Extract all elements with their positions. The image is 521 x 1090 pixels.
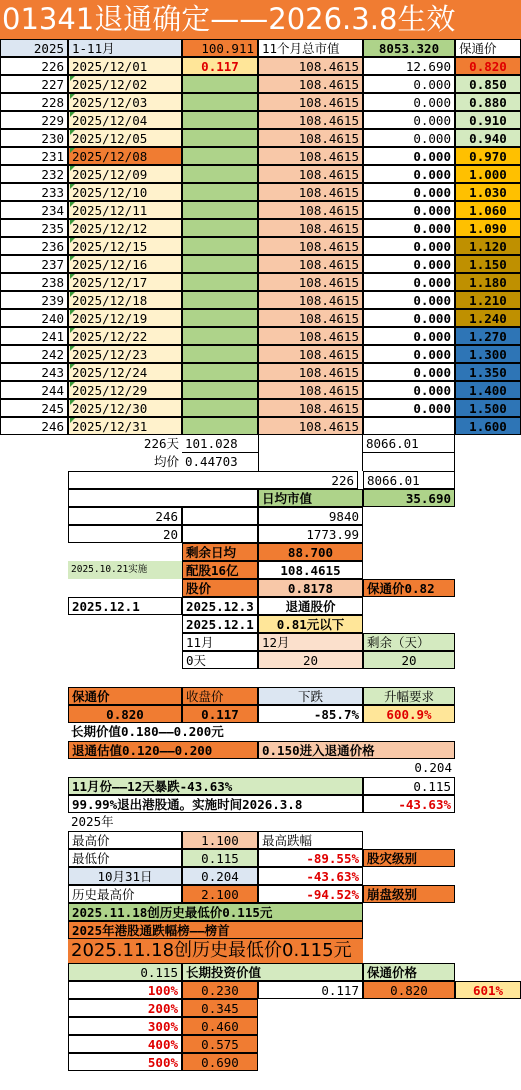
long-value-text: 长期价值0.180——0.200元 [71, 724, 224, 739]
row-market-value: 108.4615 [258, 345, 363, 363]
comment-marker-icon [70, 238, 75, 243]
row-price [182, 111, 258, 129]
row-volume: 0.000 [363, 111, 455, 129]
multiple-pct: 400% [68, 1035, 182, 1053]
row-volume: 0.000 [363, 381, 455, 399]
oct-label: 10月31日 [68, 867, 182, 885]
summary-246: 246 [68, 507, 182, 525]
header-bt-label: 保通价 [455, 39, 521, 57]
spacer [363, 453, 455, 471]
row-bt-price: 1.350 [455, 363, 521, 381]
header-total: 8053.320 [363, 39, 455, 57]
val-0-204: 0.204 [414, 760, 452, 775]
row-market-value: 108.4615 [258, 75, 363, 93]
hi-value: 1.100 [182, 831, 258, 849]
row-date: 2025/12/12 [68, 219, 182, 237]
bt-header: 保通价 [68, 687, 182, 705]
summary-226: 226 [68, 471, 358, 489]
bt-price-label: 保通价0.82 [363, 579, 455, 597]
row-date: 2025/12/24 [68, 363, 182, 381]
row-volume: 12.690 [363, 57, 455, 75]
row-price [182, 291, 258, 309]
row-volume: 0.000 [363, 75, 455, 93]
close-header: 收盘价 [182, 687, 258, 705]
row-date: 2025/12/29 [68, 381, 182, 399]
spacer [258, 453, 363, 471]
row-market-value: 108.4615 [258, 93, 363, 111]
remain-days: 20 [363, 651, 455, 669]
row-number: 244 [0, 381, 68, 399]
row-date: 2025/12/30 [68, 399, 182, 417]
comment-marker-icon [70, 346, 75, 351]
row-number: 230 [0, 129, 68, 147]
row-market-value: 108.4615 [258, 129, 363, 147]
row-price [182, 255, 258, 273]
row-number: 234 [0, 201, 68, 219]
header-period: 1-11月 [68, 39, 182, 57]
exit-price-label: 退通股价 [258, 597, 363, 615]
rise-value: 600.9% [363, 705, 455, 723]
row-bt-price: 1.400 [455, 381, 521, 399]
close-value: 0.117 [182, 705, 258, 723]
row-number: 226 [0, 57, 68, 75]
comment-marker-icon [70, 112, 75, 117]
summary-days-value: 101.028 [182, 435, 258, 453]
row-volume: 0.000 [363, 219, 455, 237]
row-volume: 0.000 [363, 237, 455, 255]
comment-marker-icon [70, 310, 75, 315]
daily-avg-value: 35.690 [363, 489, 455, 507]
row-market-value: 108.4615 [258, 183, 363, 201]
row-bt-price: 0.880 [455, 93, 521, 111]
row-volume: 0.000 [363, 165, 455, 183]
header-year: 2025 [0, 39, 68, 57]
row-price [182, 273, 258, 291]
row-number: 236 [0, 237, 68, 255]
dec-days: 20 [258, 651, 363, 669]
row-volume: 0.000 [363, 363, 455, 381]
comment-marker-icon [70, 94, 75, 99]
record-text: 2025.11.18创历史最低价0.115元 [68, 903, 363, 921]
year-2025: 2025年 [71, 814, 114, 829]
summary-total-2: 8066.01 [363, 471, 455, 489]
lo-value: 0.115 [182, 849, 258, 867]
row-number: 245 [0, 399, 68, 417]
row-market-value: 108.4615 [258, 147, 363, 165]
row-volume: 0.000 [363, 255, 455, 273]
row-bt-price: 1.600 [455, 417, 521, 435]
row-bt-price: 1.000 [455, 165, 521, 183]
row-volume [363, 417, 455, 435]
comment-marker-icon [70, 364, 75, 369]
row-date: 2025/12/01 [68, 57, 182, 75]
row-bt-price: 1.180 [455, 273, 521, 291]
summary-9840: 9840 [258, 507, 363, 525]
comment-marker-icon [70, 166, 75, 171]
row-market-value: 108.4615 [258, 201, 363, 219]
impl-date: 2025.10.21实施 [68, 561, 182, 579]
row-price [182, 219, 258, 237]
row-number: 240 [0, 309, 68, 327]
row-market-value: 108.4615 [258, 165, 363, 183]
row-price [182, 309, 258, 327]
row-market-value: 108.4615 [258, 219, 363, 237]
comment-marker-icon [70, 76, 75, 81]
row-price [182, 201, 258, 219]
row-date: 2025/12/22 [68, 327, 182, 345]
exit-price-value: 0.81元以下 [258, 615, 363, 633]
row-date: 2025/12/05 [68, 129, 182, 147]
row-number: 228 [0, 93, 68, 111]
row-number: 235 [0, 219, 68, 237]
row-bt-price: 0.850 [455, 75, 521, 93]
row-date: 2025/12/04 [68, 111, 182, 129]
remain-avg-value: 88.700 [258, 543, 363, 561]
hist-value: 2.100 [182, 885, 258, 903]
row-number: 227 [0, 75, 68, 93]
row-number: 242 [0, 345, 68, 363]
row-price [182, 399, 258, 417]
date-1: 2025.12.1 [68, 597, 182, 615]
row-number: 239 [0, 291, 68, 309]
row-price [182, 363, 258, 381]
avg-value: 0.44703 [185, 454, 238, 469]
row-market-value: 108.4615 [258, 237, 363, 255]
spacer [68, 489, 258, 507]
bt-price-label-2: 保通价格 [363, 963, 455, 981]
row-date: 2025/12/08 [68, 147, 182, 165]
bt-pct: 601% [455, 981, 521, 999]
oct-value: 0.204 [182, 867, 258, 885]
row-price [182, 327, 258, 345]
row-price [182, 345, 258, 363]
spacer [182, 525, 258, 543]
hi-label: 最高价 [68, 831, 182, 849]
row-number: 229 [0, 111, 68, 129]
row-market-value: 108.4615 [258, 399, 363, 417]
row-bt-price: 1.270 [455, 327, 521, 345]
comment-marker-icon [70, 256, 75, 261]
row-market-value: 108.4615 [258, 417, 363, 435]
row-date: 2025/12/03 [68, 93, 182, 111]
row-bt-price: 0.970 [455, 147, 521, 165]
row-bt-price: 1.090 [455, 219, 521, 237]
row-price [182, 93, 258, 111]
row-date: 2025/12/18 [68, 291, 182, 309]
row-date: 2025/12/17 [68, 273, 182, 291]
row-number: 238 [0, 273, 68, 291]
row-price [182, 237, 258, 255]
bt-value: 0.820 [68, 705, 182, 723]
row-volume: 0.000 [363, 291, 455, 309]
row-bt-price: 1.500 [455, 399, 521, 417]
row-date: 2025/12/19 [68, 309, 182, 327]
current-price: 0.117 [258, 981, 363, 999]
spacer [182, 507, 258, 525]
row-market-value: 108.4615 [258, 57, 363, 75]
row-bt-price: 1.150 [455, 255, 521, 273]
crash-label: 11月份——12天暴跌-43.63% [68, 777, 363, 795]
row-number: 237 [0, 255, 68, 273]
row-date: 2025/12/23 [68, 345, 182, 363]
row-price [182, 165, 258, 183]
max-drop-label: 最高跌幅 [258, 831, 363, 849]
row-price [182, 417, 258, 435]
row-price [182, 147, 258, 165]
comment-marker-icon [70, 202, 75, 207]
comment-marker-icon [70, 184, 75, 189]
summary-1773: 1773.99 [258, 525, 363, 543]
row-market-value: 108.4615 [258, 327, 363, 345]
spacer [258, 435, 363, 453]
row-bt-price: 0.940 [455, 129, 521, 147]
row-volume: 0.000 [363, 327, 455, 345]
oct-pct: -43.63% [258, 867, 363, 885]
exit-note: 99.99%退出港股通。实施时间2026.3.8 [68, 795, 363, 813]
row-number: 233 [0, 183, 68, 201]
nov-days: 0天 [182, 651, 258, 669]
multiple-pct: 500% [68, 1053, 182, 1071]
row-date: 2025/12/11 [68, 201, 182, 219]
row-date: 2025/12/02 [68, 75, 182, 93]
summary-20: 20 [68, 525, 182, 543]
row-price [182, 381, 258, 399]
est-label: 退通估值0.120——0.200 [68, 741, 258, 759]
row-market-value: 108.4615 [258, 291, 363, 309]
remain-days-label: 剩余（天） [363, 633, 455, 651]
multiple-value: 0.230 [182, 981, 258, 999]
lo-label: 最低价 [68, 849, 182, 867]
date-2: 2025.12.3 [182, 597, 258, 615]
bt-price-value: 0.820 [363, 981, 455, 999]
row-market-value: 108.4615 [258, 255, 363, 273]
row-market-value: 108.4615 [258, 111, 363, 129]
comment-marker-icon [70, 400, 75, 405]
avg-label: 均价 [153, 454, 179, 469]
multiple-pct: 300% [68, 1017, 182, 1035]
drop-value: -85.7% [258, 705, 363, 723]
multiple-pct: 200% [68, 999, 182, 1017]
row-number: 243 [0, 363, 68, 381]
comment-marker-icon [70, 148, 75, 153]
row-number: 241 [0, 327, 68, 345]
row-volume: 0.000 [363, 201, 455, 219]
month-dec: 12月 [258, 633, 363, 651]
row-price [182, 129, 258, 147]
row-volume: 0.000 [363, 309, 455, 327]
row-date: 2025/12/31 [68, 417, 182, 435]
enter-label: 0.150进入退通价格 [258, 741, 455, 759]
row-bt-price: 1.060 [455, 201, 521, 219]
row-bt-price: 1.120 [455, 237, 521, 255]
page-title: 01341退通确定——2026.3.8生效 [0, 0, 521, 39]
row-date: 2025/12/09 [68, 165, 182, 183]
long-invest-label: 长期投资价值 [182, 963, 363, 981]
rise-header: 升幅要求 [363, 687, 455, 705]
row-bt-price: 0.820 [455, 57, 521, 75]
row-bt-price: 1.210 [455, 291, 521, 309]
row-market-value: 108.4615 [258, 381, 363, 399]
row-market-value: 108.4615 [258, 309, 363, 327]
record-banner: 2025.11.18创历史最低价0.115元 [68, 939, 363, 963]
row-bt-price: 1.030 [455, 183, 521, 201]
header-value: 100.911 [182, 39, 258, 57]
row-price [182, 75, 258, 93]
share-price-value: 0.8178 [258, 579, 363, 597]
multiple-value: 0.460 [182, 1017, 258, 1035]
rank-text: 2025年港股通跌幅榜——榜首 [68, 921, 363, 939]
row-market-value: 108.4615 [258, 363, 363, 381]
daily-avg-label: 日均市值 [258, 489, 363, 507]
row-market-value: 108.4615 [258, 273, 363, 291]
comment-marker-icon [70, 292, 75, 297]
row-date: 2025/12/16 [68, 255, 182, 273]
hist-pct: -94.52% [258, 885, 363, 903]
row-date: 2025/12/15 [68, 237, 182, 255]
row-volume: 0.000 [363, 147, 455, 165]
month-nov: 11月 [182, 633, 258, 651]
row-number: 231 [0, 147, 68, 165]
multiple-pct: 100% [68, 981, 182, 999]
row-volume: 0.000 [363, 93, 455, 111]
row-volume: 0.000 [363, 183, 455, 201]
row-bt-price: 0.910 [455, 111, 521, 129]
row-number: 232 [0, 165, 68, 183]
multiple-value: 0.690 [182, 1053, 258, 1071]
date-3: 2025.12.1 [182, 615, 258, 633]
comment-marker-icon [70, 418, 75, 423]
header-label: 11个月总市值 [258, 39, 363, 57]
row-number: 246 [0, 417, 68, 435]
crash-level-2: 崩盘级别 [363, 885, 455, 903]
share-price-label: 股价 [182, 579, 258, 597]
comment-marker-icon [70, 130, 75, 135]
multiple-value: 0.345 [182, 999, 258, 1017]
comment-marker-icon [70, 328, 75, 333]
row-price: 0.117 [182, 57, 258, 75]
lo-pct: -89.55% [258, 849, 363, 867]
row-price [182, 183, 258, 201]
remain-avg-label: 剩余日均 [182, 543, 258, 561]
base-value: 0.115 [68, 963, 182, 981]
row-volume: 0.000 [363, 399, 455, 417]
rights-value: 108.4615 [258, 561, 363, 579]
row-volume: 0.000 [363, 129, 455, 147]
neg-pct: -43.63% [363, 795, 455, 813]
hist-label: 历史最高价 [68, 885, 182, 903]
val-0-115: 0.115 [363, 777, 455, 795]
rights-label: 配股16亿 [182, 561, 258, 579]
row-bt-price: 1.240 [455, 309, 521, 327]
multiple-value: 0.575 [182, 1035, 258, 1053]
row-volume: 0.000 [363, 273, 455, 291]
row-date: 2025/12/10 [68, 183, 182, 201]
crash-level-1: 股灾级别 [363, 849, 455, 867]
summary-days: 226天 [143, 436, 179, 451]
drop-header: 下跌 [258, 687, 363, 705]
comment-marker-icon [70, 274, 75, 279]
row-volume: 0.000 [363, 345, 455, 363]
summary-total: 8066.01 [363, 435, 455, 453]
comment-marker-icon [70, 382, 75, 387]
comment-marker-icon [70, 220, 75, 225]
row-bt-price: 1.300 [455, 345, 521, 363]
